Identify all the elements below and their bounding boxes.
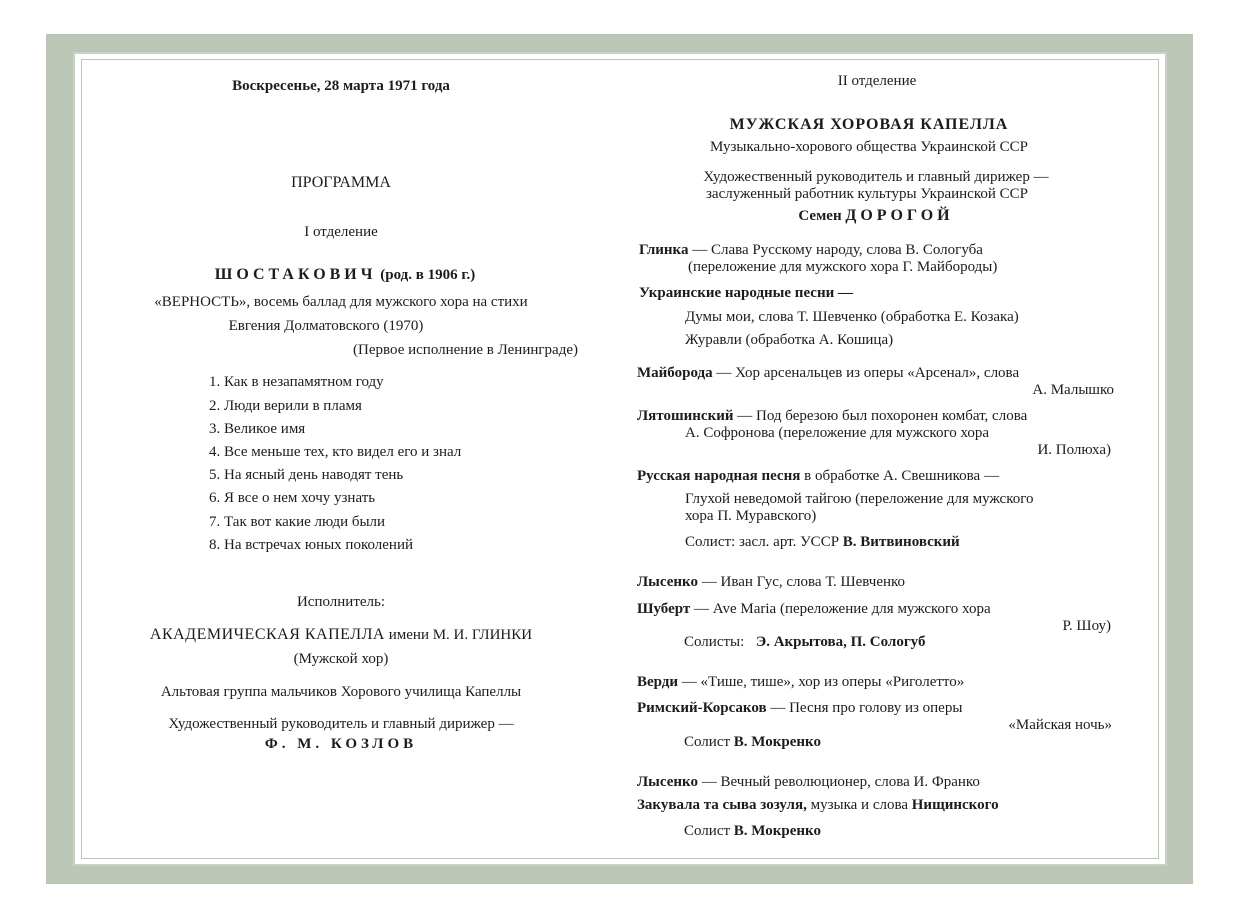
entry-lyatoshinsky-line2: А. Софронова (переложение для мужского хора: [685, 425, 990, 441]
choir-society: Музыкально-хорового общества Украинской ССР: [710, 139, 1028, 155]
altos-line: Альтовая группа мальчиков Хорового училища Капеллы: [160, 684, 522, 700]
leader-name-line: [798, 207, 953, 225]
leader-line2: заслуженный работник культуры Украинской ССР: [706, 186, 1028, 202]
director-name: Ф. М. КОЗЛОВ: [264, 736, 418, 752]
entry-schubert: [637, 600, 991, 618]
composer-name: Римский-Корсаков: [637, 700, 767, 716]
entry-lyatoshinsky-line3: И. Полюха): [1037, 442, 1111, 458]
entry-ukrainian-song2: Журавли (обработка А. Кошица): [685, 332, 894, 348]
entry-zakuvala-soloist: [684, 822, 821, 840]
soloist-name: В. Мокренко: [733, 823, 821, 839]
soloist-label: Солист: [684, 823, 731, 839]
entry-russian-soloist: [685, 533, 960, 551]
composer-line: [215, 266, 475, 284]
entry-schubert-line2: Р. Шоу): [1062, 618, 1111, 634]
composer-name: Майборода: [637, 365, 713, 381]
entry-text: — Слава Русскому народу, слова В. Сологуба: [692, 242, 983, 258]
entry-text: в обработке А. Свешникова —: [804, 468, 999, 484]
entry-rimsky-line2: «Майская ночь»: [1008, 717, 1112, 733]
list-item: 7. Так вот какие люди были: [209, 514, 386, 530]
composer-name: ШОСТАКОВИЧ: [214, 266, 377, 283]
list-item: 8. На встречах юных поколений: [209, 537, 414, 553]
entry-lysenko-1: [637, 573, 905, 591]
concert-date: Воскресенье, 28 марта 1971 года: [232, 78, 450, 94]
section-two-heading: II отделение: [837, 73, 917, 89]
entry-ukrainian-folk: Украинские народные песни —: [639, 285, 853, 301]
entry-text: — Под березою был похоронен комбат, слова: [737, 408, 1028, 424]
list-item: 1. Как в незапамятном году: [209, 374, 384, 390]
entry-text: — Песня про голову из оперы: [770, 700, 963, 716]
song-author: Нищинского: [911, 797, 999, 813]
composer-name: Верди: [637, 674, 679, 690]
entry-glinka: [639, 241, 983, 259]
composer-born: (род. в 1906 г.): [380, 267, 476, 283]
soloist-label: Солисты:: [684, 634, 745, 650]
entry-text: — «Тише, тише», хор из оперы «Риголетто»: [681, 674, 965, 690]
composer-name: Глинка: [639, 242, 689, 258]
composer-name: Лысенко: [637, 574, 698, 590]
list-item: 2. Люди верили в пламя: [209, 398, 362, 414]
entry-text: музыка и слова: [810, 797, 909, 813]
chapel-named: имени М. И. ГЛИНКИ: [388, 627, 533, 643]
entry-zakuvala: [637, 796, 999, 814]
entry-rimsky-korsakov: [637, 699, 962, 717]
list-item: 4. Все меньше тех, кто видел его и знал: [209, 444, 462, 460]
entry-russian-line3: хора П. Муравского): [685, 508, 817, 524]
work-title-line2: Евгения Долматовского (1970): [228, 318, 424, 334]
chapel-subtitle: (Мужской хор): [293, 651, 389, 667]
entry-ukrainian-song1: Думы мои, слова Т. Шевченко (обработка Е. Козака): [685, 309, 1019, 325]
entry-schubert-soloists: [684, 633, 925, 651]
composer-name: Русская народная песня: [637, 468, 801, 484]
leader-last-name: ДОРОГОЙ: [845, 207, 954, 224]
section-one-heading: I отделение: [304, 224, 378, 240]
director-line: Художественный руководитель и главный дирижер —: [168, 716, 514, 732]
soloist-name: В. Витвиновский: [842, 534, 960, 550]
soloist-label: Солист: [684, 734, 731, 750]
leader-first-name: Семен: [798, 208, 842, 224]
leader-line1: Художественный руководитель и главный дирижер —: [703, 169, 1049, 185]
entry-lysenko-2: [637, 773, 980, 791]
song-title: Закувала та сыва зозуля,: [637, 797, 807, 813]
composer-name: Лысенко: [637, 774, 698, 790]
soloist-name: В. Мокренко: [733, 734, 821, 750]
soloist-label: Солист: засл. арт. УССР: [685, 534, 840, 550]
entry-text: — Вечный революционер, слова И. Франко: [701, 774, 980, 790]
entry-maiboroda: [637, 364, 1019, 382]
list-item: 3. Великое имя: [209, 421, 306, 437]
soloist-name: Э. Акрытова, П. Сологуб: [756, 634, 926, 650]
entry-maiboroda-line2: А. Малышко: [1032, 382, 1114, 398]
entry-russian-line2: Глухой неведомой тайгою (переложение для мужского: [685, 491, 1034, 507]
work-title-line1: «ВЕРНОСТЬ», восемь баллад для мужского хора на стихи: [154, 294, 528, 310]
entry-text: — Хор арсенальцев из оперы «Арсенал», слова: [716, 365, 1020, 381]
entry-text: — Иван Гус, слова Т. Шевченко: [701, 574, 906, 590]
entry-lyatoshinsky: [637, 407, 1027, 425]
choir-title: МУЖСКАЯ ХОРОВАЯ КАПЕЛЛА: [729, 116, 1009, 133]
entry-glinka-line2: (переложение для мужского хора Г. Майбороды): [688, 259, 998, 275]
composer-name: Шуберт: [637, 601, 691, 617]
list-item: 6. Я все о нем хочу узнать: [209, 490, 376, 506]
entry-russian-folk: [637, 467, 999, 485]
premiere-note: (Первое исполнение в Ленинграде): [353, 342, 578, 358]
entry-verdi: [637, 673, 964, 691]
composer-name: Лятошинский: [637, 408, 734, 424]
performer-label: Исполнитель:: [296, 594, 386, 610]
chapel-line: [150, 626, 532, 644]
list-item: 5. На ясный день наводят тень: [209, 467, 404, 483]
entry-text: — Ave Maria (переложение для мужского хора: [694, 601, 991, 617]
chapel-name: АКАДЕМИЧЕСКАЯ КАПЕЛЛА: [149, 626, 385, 643]
entry-rimsky-soloist: [684, 733, 821, 751]
program-heading: ПРОГРАММА: [291, 174, 391, 191]
